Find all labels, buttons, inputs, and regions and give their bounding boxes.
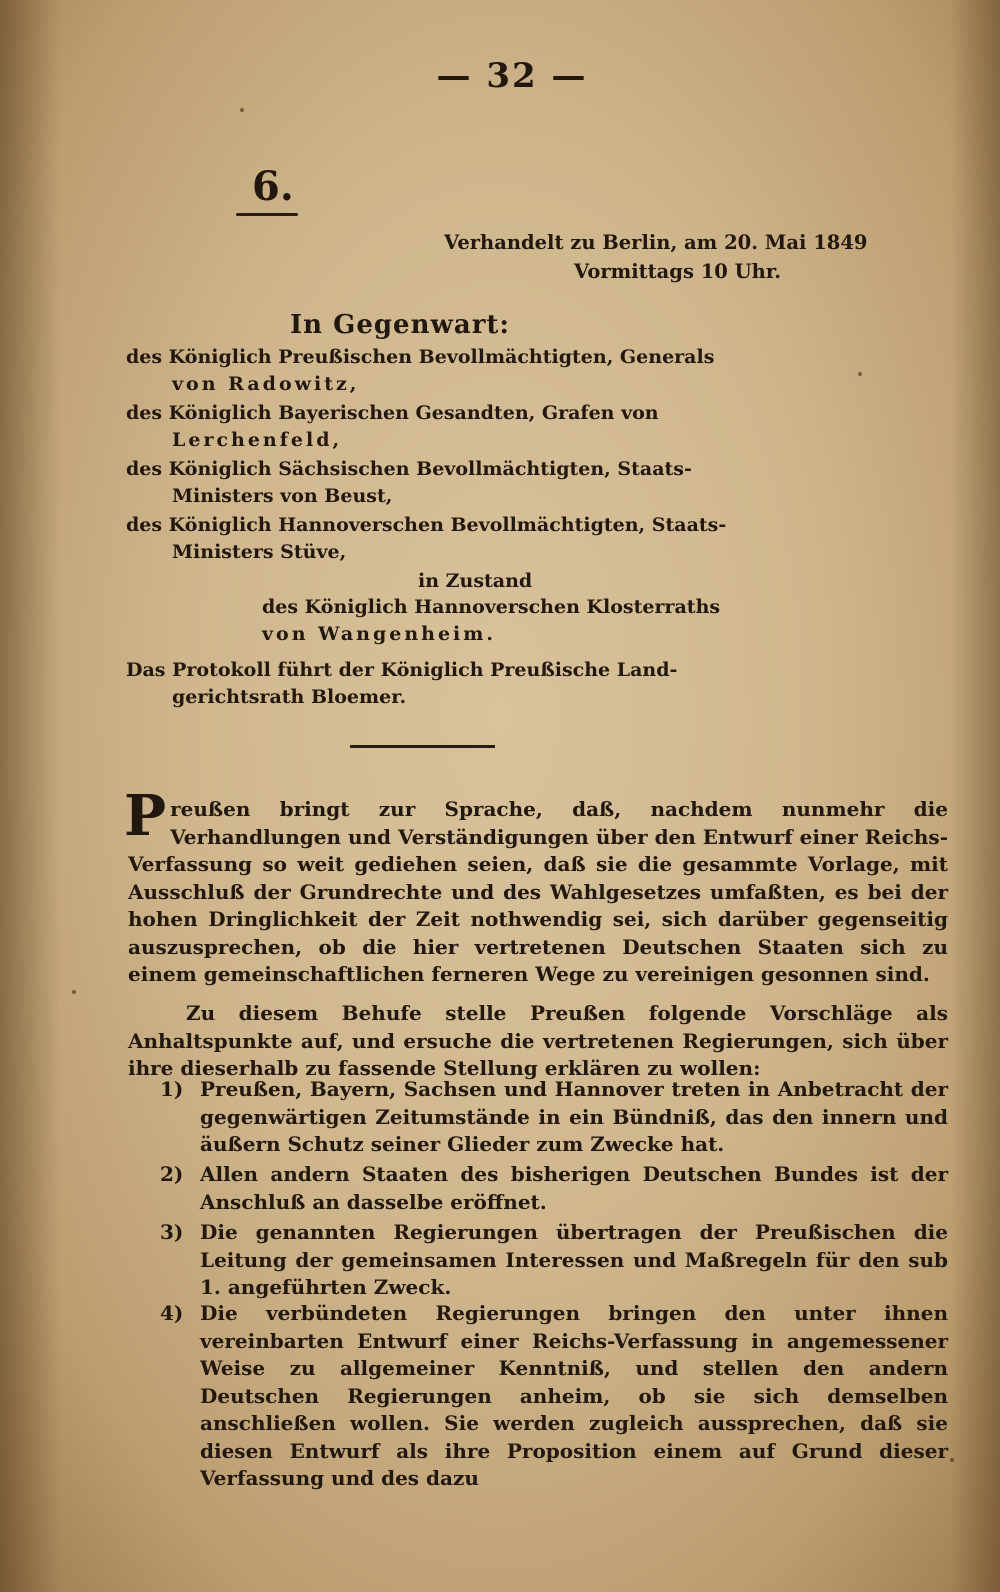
document-number-underline — [236, 213, 298, 216]
attendee-3-line-2: Ministers von Beust, — [172, 485, 393, 507]
attendee-3-line-1: des Königlich Sächsischen Bevollmächtigten, Staats- — [126, 458, 692, 480]
section-separator-rule — [350, 745, 495, 748]
item-number: 1) — [160, 1077, 184, 1101]
item-text: Die genannten Regierungen übertragen der Preußischen die Leitung der gemeinsamen Interessen und Maßregeln für den sub 1. angeführten Zweck. — [200, 1220, 948, 1299]
body-paragraph-1-text: reußen bringt zur Sprache, daß, nachdem nunmehr die Verhandlungen und Verständigungen über den Entwurf einer Reichs-Verfassung so weit gediehen seien, daß sie die gesammte Vorlage, mit Ausschluß der Grundrechte und des Wahlgesetzes umfaßten, es bei der hohen Dringlichkeit der Zeit nothwendig sei, sich darüber gegenseitig auszusprechen, ob die hier vertretenen Deutschen Staaten sich zu einem gemeinschaftlichen ferneren Wege zu vereinigen gesonnen sind. — [128, 797, 948, 986]
protocol-line-1: Das Protokoll führt der Königlich Preußische Land- — [126, 659, 678, 681]
paper-speck — [858, 372, 862, 376]
attendee-4-line-2: Ministers Stüve, — [172, 541, 347, 563]
item-number: 4) — [160, 1301, 184, 1325]
paper-speck — [72, 990, 76, 994]
attendee-1-line-1: des Königlich Preußischen Bevollmächtigten, Generals — [126, 346, 715, 368]
document-number: 6. — [252, 163, 294, 210]
item-number: 3) — [160, 1220, 184, 1244]
page-edge-shadow-right — [950, 0, 1000, 1592]
assistance-label: in Zustand — [418, 570, 533, 592]
item-number: 2) — [160, 1162, 184, 1186]
paper-speck — [950, 1458, 954, 1462]
body-paragraph-2: Zu diesem Behufe stelle Preußen folgende Vorschläge als Anhaltspunkte auf, und ersuche die vertretenen Regierungen, sich über ihre dieserhalb zu fassende Stellung erklären zu wollen: — [128, 1001, 948, 1080]
item-text: Allen andern Staaten des bisherigen Deutschen Bundes ist der Anschluß an dasselbe eröffnet. — [200, 1162, 948, 1214]
drop-capital: P — [124, 783, 167, 849]
attendee-1-line-2: von Radowitz, — [172, 373, 360, 395]
numbered-item-2 — [128, 1161, 948, 1216]
body-paragraph-1 — [124, 783, 948, 989]
numbered-item-1 — [128, 1076, 948, 1159]
numbered-item-4 — [128, 1300, 948, 1493]
assistance-line-2: des Königlich Hannoverschen Klosterraths — [262, 596, 721, 618]
paper-speck — [240, 108, 244, 112]
item-text: Die verbündeten Regierungen bringen den unter ihnen vereinbarten Entwurf einer Reichs-Verfassung in angemessener Weise zu allgemeiner Kenntniß, und stellen den andern Deutschen Regierungen anheim, ob sie sich demselben anschließen wollen. Sie werden zugleich aussprechen, daß sie diesen Entwurf als ihre Proposition einem auf Grund dieser Verfassung und des dazu — [200, 1301, 948, 1490]
item-text: Preußen, Bayern, Sachsen und Hannover treten in Anbetracht der gegenwärtigen Zeitumstände in ein Bündniß, das den innern und äußern Schutz seiner Glieder zum Zwecke hat. — [200, 1077, 948, 1156]
dateline-place-date: Verhandelt zu Berlin, am 20. Mai 1849 — [444, 231, 868, 254]
dateline-time: Vormittags 10 Uhr. — [574, 260, 782, 283]
attendee-2-line-2: Lerchenfeld, — [172, 429, 343, 451]
attendee-4-line-1: des Königlich Hannoverschen Bevollmächtigten, Staats- — [126, 514, 727, 536]
protocol-line-2: gerichtsrath Bloemer. — [172, 686, 407, 708]
page-edge-shadow-left — [0, 0, 60, 1592]
numbered-item-3 — [128, 1219, 948, 1302]
presence-heading: In Gegenwart: — [290, 310, 511, 340]
assistance-line-3: von Wangenheim. — [262, 623, 496, 645]
attendee-2-line-1: des Königlich Bayerischen Gesandten, Grafen von — [126, 402, 659, 424]
page-number: — 32 — — [436, 56, 588, 96]
